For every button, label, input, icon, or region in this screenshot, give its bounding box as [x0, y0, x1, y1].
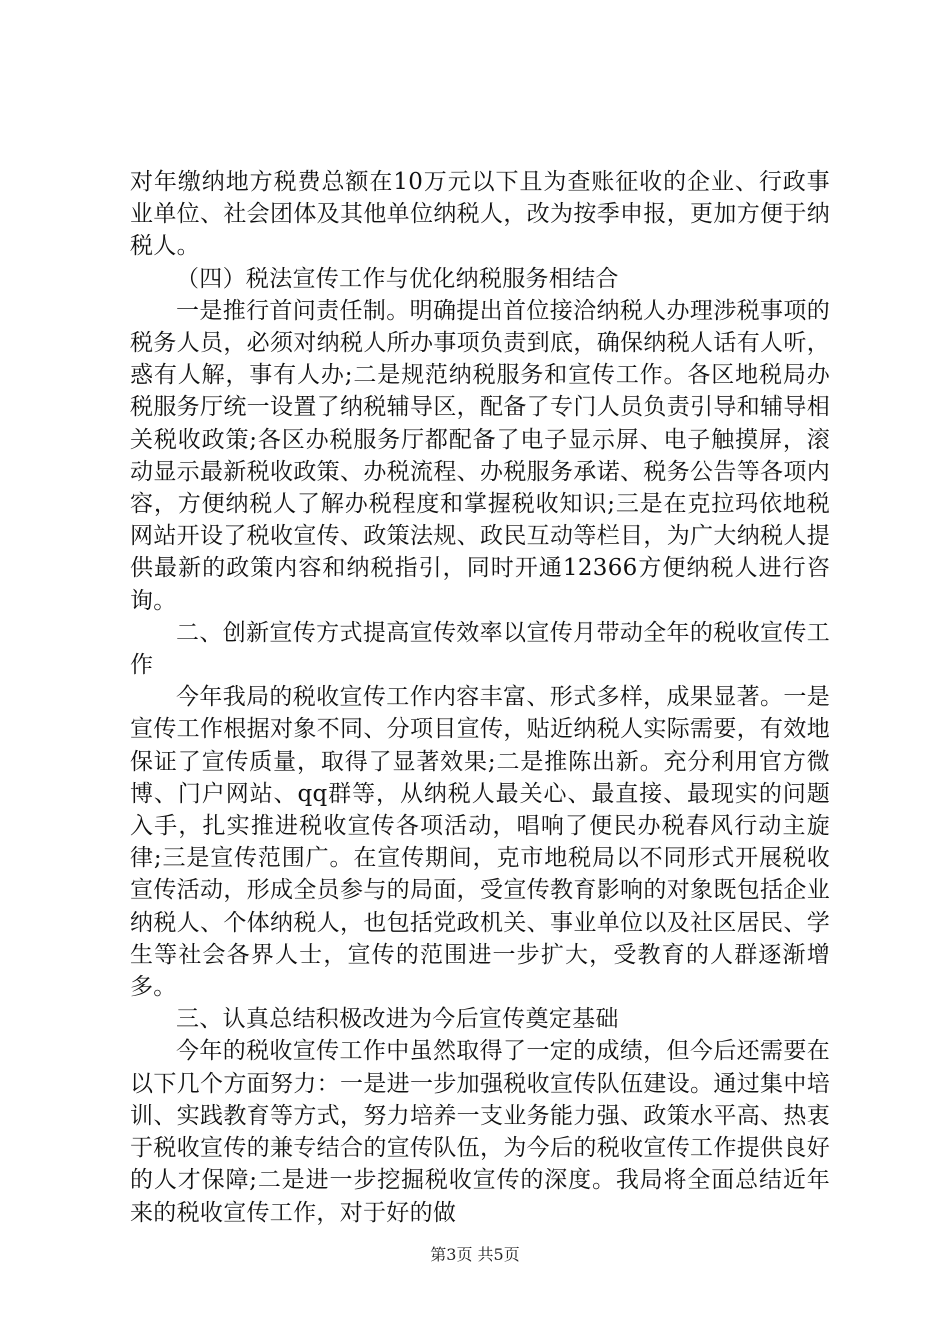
paragraph-publicity-results: 今年我局的税收宣传工作内容丰富、形式多样，成果显著。一是宣传工作根据对象不同、分项目宣传，贴近纳税人实际需要，有效地保证了宣传质量，取得了显著效果;二是推陈出新。充分利用官方微博、门户网站、qq群等，从纳税人最关心、最直接、最现实的问题入手，扎实推进税收宣传各项活动，唱响了便民办税春风行动主旋律;三是宣传范围广。在宣传期间，克市地税局以不同形式开展税收宣传活动，形成全员参与的局面，受宣传教育影响的对象既包括企业纳税人、个体纳税人，也包括党政机关、事业单位以及社区居民、学生等社会各界人士，宣传的范围进一步扩大，受教育的人群逐渐增多。: [130, 684, 830, 1001]
section-heading-2: 二、创新宣传方式提高宣传效率以宣传月带动全年的税收宣传工作: [130, 619, 830, 679]
page-number-label: 第3页 共5页: [430, 1245, 520, 1264]
document-body: [130, 166, 830, 1229]
page-footer: [0, 1245, 950, 1265]
section-heading-3: 三、认真总结积极改进为今后宣传奠定基础: [176, 1006, 619, 1033]
paragraph-service-measures: 一是推行首问责任制。明确提出首位接洽纳税人办理涉税事项的税务人员，必须对纳税人所办事项负责到底，确保纳税人话有人听，惑有人解，事有人办;二是规范纳税服务和宣传工作。各区地税局办税服务厅统一设置了纳税辅导区，配备了专门人员负责引导和辅导相关税收政策;各区办税服务厅都配备了电子显示屏、电子触摸屏，滚动显示最新税收政策、办税流程、办税服务承诺、税务公告等各项内容，方便纳税人了解办税程度和掌握税收知识;三是在克拉玛依地税网站开设了税收宣传、政策法规、政民互动等栏目，为广大纳税人提供最新的政策内容和纳税指引，同时开通12366方便纳税人进行咨询。: [130, 297, 830, 614]
section-heading-4: （四）税法宣传工作与优化纳税服务相结合: [176, 265, 619, 292]
paragraph-continuation: 对年缴纳地方税费总额在10万元以下且为查账征收的企业、行政事业单位、社会团体及其他单位纳税人，改为按季申报，更加方便于纳税人。: [130, 169, 830, 260]
paragraph-future-improvements: 今年的税收宣传工作中虽然取得了一定的成绩，但今后还需要在以下几个方面努力：一是进一步加强税收宣传队伍建设。通过集中培训、实践教育等方式，努力培养一支业务能力强、政策水平高、热衷于税收宣传的兼专结合的宣传队伍，为今后的税收宣传工作提供良好的人才保障;二是进一步挖掘税收宣传的深度。我局将全面总结近年来的税收宣传工作，对于好的做: [130, 1038, 830, 1226]
